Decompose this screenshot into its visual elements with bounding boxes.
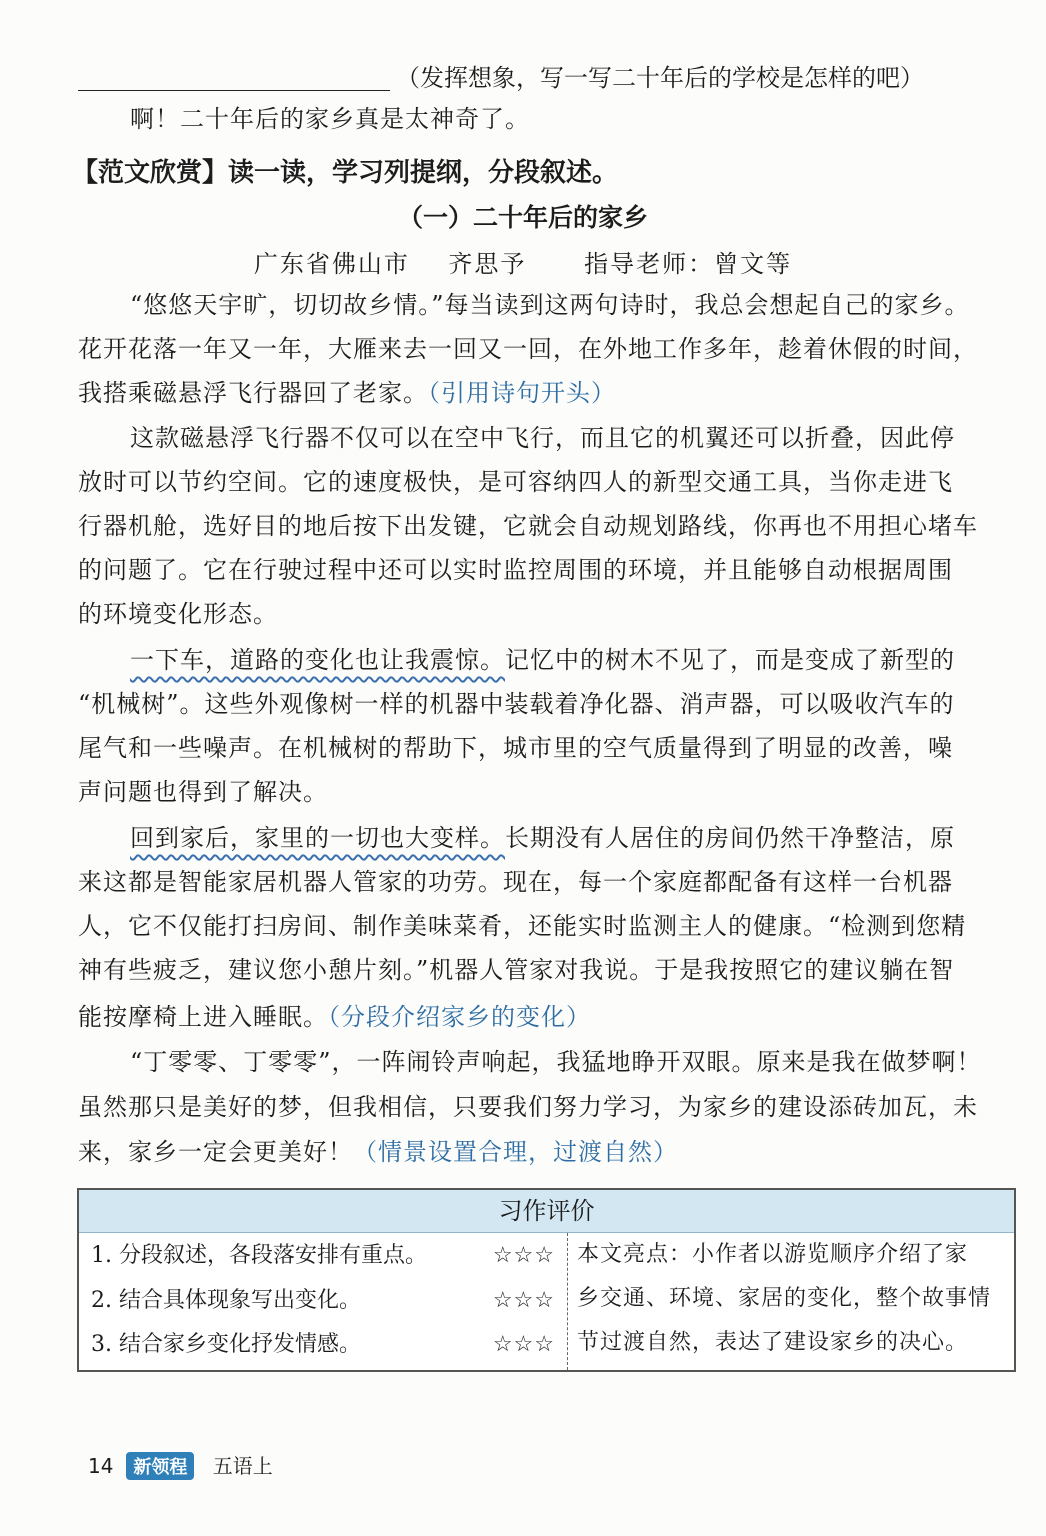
paragraph-text: 记忆中的树木不见了，而是变成了新型的 <box>505 646 955 674</box>
criterion-text: 1. 分段叙述，各段落安排有重点。 <box>91 1243 427 1268</box>
paragraph-line <box>78 1130 1013 1175</box>
key-sentence: 回到家后，家里的一切也大变样。 <box>130 824 505 852</box>
paragraph-line: 的问题了。它在行驶过程中还可以实时监控周围的环境，并且能够自动根据周围 <box>78 556 953 584</box>
paragraph-line: 行器机舱，选好目的地后按下出发键，它就会自动规划路线，你再也不用担心堵车 <box>78 512 978 540</box>
paragraph-line <box>78 816 1046 861</box>
section-heading: 【范文欣赏】读一读，学习列提纲，分段叙述。 <box>72 158 619 188</box>
writing-prompt: （发挥想象，写一写二十年后的学校是怎样的吧） <box>396 64 924 92</box>
brand-badge: 新领程 <box>126 1452 194 1480</box>
evaluation-heading: 习作评价 <box>79 1190 1014 1233</box>
criterion-row <box>91 1235 561 1277</box>
paragraph-text: 我搭乘磁悬浮飞行器回了老家。 <box>78 379 428 407</box>
paragraph-line: 神有些疲乏，建议您小憩片刻。”机器人管家对我说。于是我按照它的建议躺在智 <box>78 956 955 984</box>
comment-line: 乡交通、环境、家居的变化，整个故事情 <box>577 1286 992 1311</box>
key-sentence: 一下车，道路的变化也让我震惊。 <box>130 646 505 674</box>
criterion-text: 3. 结合家乡变化抒发情感。 <box>91 1332 361 1357</box>
article-byline: 广东省佛山市 齐思予 指导老师：曾文等 <box>253 250 793 278</box>
criterion-row <box>91 1280 561 1322</box>
comment-line: 节过渡自然，表达了建设家乡的决心。 <box>577 1330 969 1355</box>
page-footer <box>88 1450 273 1480</box>
star-rating[interactable]: ☆☆☆ <box>492 1332 555 1357</box>
paragraph-line: 尾气和一些噪声。在机械树的帮助下，城市里的空气质量得到了明显的改善，噪 <box>78 734 953 762</box>
paragraph-text: 来，家乡一定会更美好！ <box>78 1138 353 1166</box>
star-rating[interactable]: ☆☆☆ <box>492 1243 555 1268</box>
paragraph-line <box>78 638 1046 683</box>
paragraph-line: 花开花落一年又一年，大雁来去一回又一回，在外地工作多年，趁着休假的时间， <box>78 335 978 363</box>
criterion-text: 2. 结合具体现象写出变化。 <box>91 1288 361 1313</box>
paragraph-line: 虽然那只是美好的梦，但我相信，只要我们努力学习，为家乡的建设添砖加瓦，未 <box>78 1093 978 1121</box>
annotation-note: （引用诗句开头） <box>428 379 616 407</box>
annotation-note: （分段介绍家乡的变化） <box>328 1003 591 1031</box>
paragraph-line: 的环境变化形态。 <box>78 600 278 628</box>
criterion-row <box>91 1324 561 1366</box>
book-label: 五语上 <box>212 1454 273 1478</box>
paragraph-line <box>78 995 1013 1040</box>
criteria-list <box>79 1233 568 1370</box>
paragraph-line: 放时可以节约空间。它的速度极快，是可容纳四人的新型交通工具，当你走进飞 <box>78 468 953 496</box>
paragraph-text: 能按摩椅上进入睡眠。 <box>78 1003 328 1031</box>
paragraph-line: 人，它不仅能打扫房间、制作美味菜肴，还能实时监测主人的健康。“检测到您精 <box>78 912 967 940</box>
annotation-note: （情景设置合理，过渡自然） <box>353 1138 678 1166</box>
article-title: （一）二十年后的家乡 <box>397 203 648 232</box>
comment-line: 本文亮点：小作者以游览顺序介绍了家 <box>577 1242 969 1267</box>
answer-blank-line[interactable] <box>78 90 390 91</box>
paragraph-line: “机械树”。这些外观像树一样的机器中装载着净化器、消声器，可以吸收汽车的 <box>78 690 955 718</box>
paragraph-line: 这款磁悬浮飞行器不仅可以在空中飞行，而且它的机翼还可以折叠，因此停 <box>130 424 955 452</box>
evaluation-box <box>77 1188 1016 1372</box>
evaluation-body <box>79 1233 1014 1370</box>
evaluation-comment <box>577 1233 1007 1365</box>
closing-line: 啊！二十年后的家乡真是太神奇了。 <box>130 105 530 133</box>
star-rating[interactable]: ☆☆☆ <box>492 1288 555 1313</box>
paragraph-text: 长期没有人居住的房间仍然干净整洁，原 <box>505 824 955 852</box>
paragraph-line <box>78 371 1013 416</box>
paragraph-line: 声问题也得到了解决。 <box>78 778 328 806</box>
paragraph-line: 来这都是智能家居机器人管家的功劳。现在，每一个家庭都配备有这样一台机器 <box>78 868 953 896</box>
paragraph-line: “悠悠天宇旷，切切故乡情。”每当读到这两句诗时，我总会想起自己的家乡。 <box>130 291 970 319</box>
page-number: 14 <box>88 1454 114 1478</box>
writing-prompt-row <box>78 58 968 94</box>
paragraph-line: “丁零零、丁零零”，一阵闹铃声响起，我猛地睁开双眼。原来是我在做梦啊！ <box>130 1048 982 1076</box>
